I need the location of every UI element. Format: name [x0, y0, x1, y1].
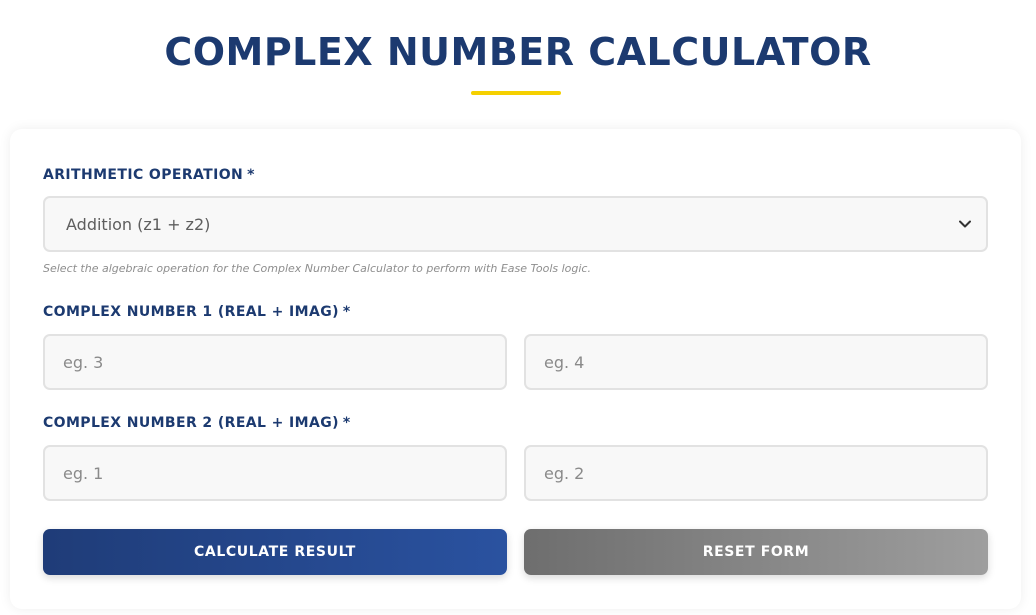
chevron-down-icon	[958, 217, 972, 231]
operation-select-value: Addition (z1 + z2)	[66, 214, 211, 234]
complex2-label	[43, 415, 351, 431]
complex1-label	[43, 304, 351, 320]
calculate-result-button[interactable]: CALCULATE RESULT	[43, 529, 507, 575]
required-mark: *	[342, 304, 351, 320]
operation-label-text: ARITHMETIC OPERATION	[43, 167, 244, 183]
page-title: COMPLEX NUMBER CALCULATOR	[164, 30, 872, 74]
operation-select[interactable]	[43, 196, 988, 252]
complex2-label-text: COMPLEX NUMBER 2 (REAL + IMAG)	[43, 415, 339, 431]
reset-form-button[interactable]: RESET FORM	[524, 529, 988, 575]
complex1-real-input[interactable]	[43, 334, 507, 390]
complex2-real-input[interactable]	[43, 445, 507, 501]
operation-label	[43, 167, 255, 183]
required-mark: *	[342, 415, 351, 431]
complex1-label-text: COMPLEX NUMBER 1 (REAL + IMAG)	[43, 304, 339, 320]
required-mark: *	[247, 167, 255, 183]
title-underline	[471, 91, 561, 95]
operation-hint: Select the algebraic operation for the Complex Number Calculator to perform with Ease Tools logic.	[43, 262, 591, 275]
complex1-imag-input[interactable]	[524, 334, 988, 390]
complex2-imag-input[interactable]	[524, 445, 988, 501]
